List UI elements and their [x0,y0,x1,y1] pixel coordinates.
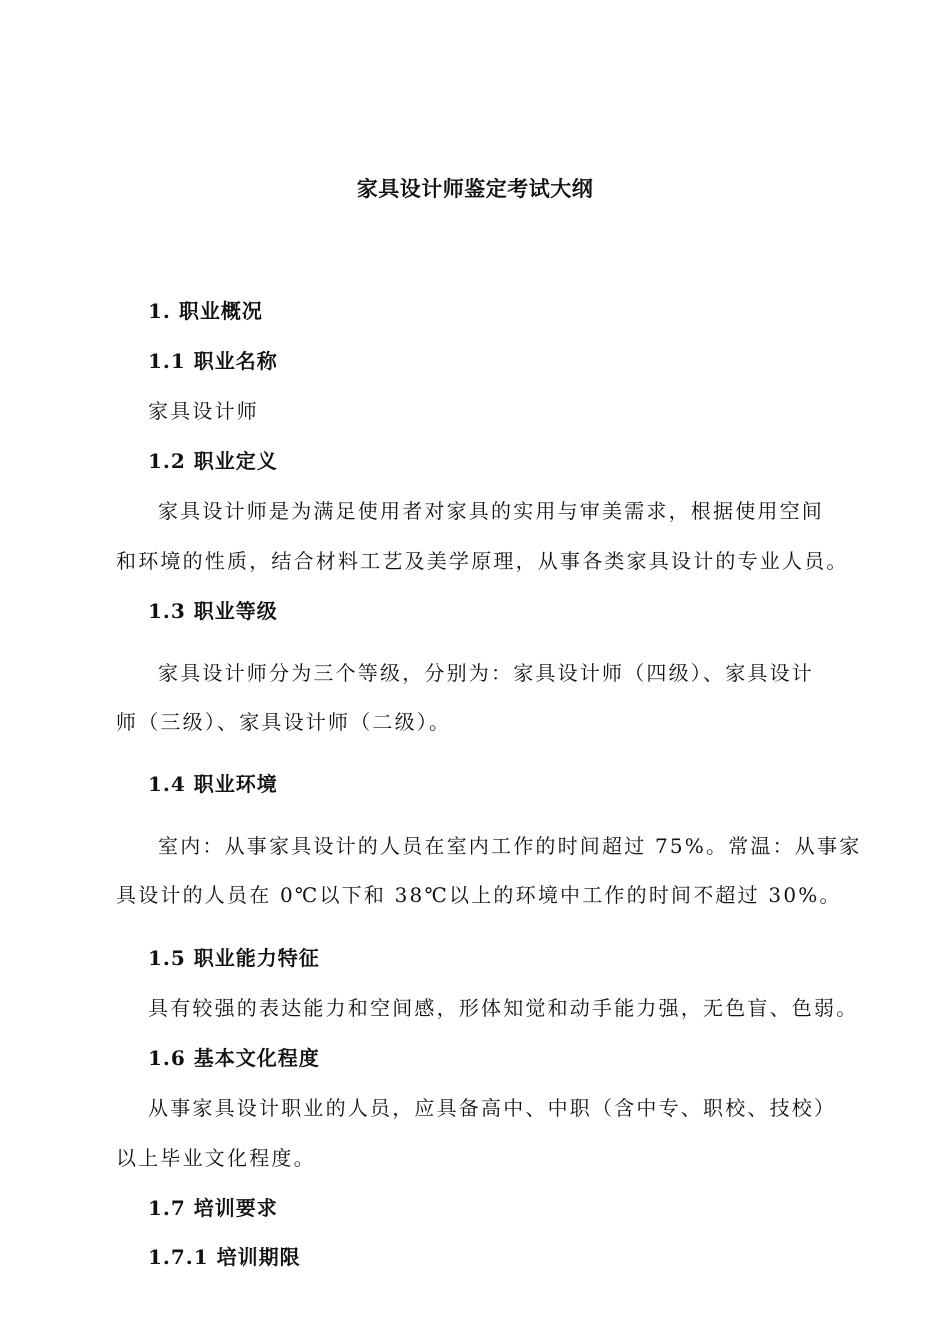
paragraph-1-5: 具有较强的表达能力和空间感，形体知觉和动手能力强，无色盲、色弱。 [148,996,859,1020]
document-title: 家具设计师鉴定考试大纲 [356,176,594,201]
heading-1-7: 1.7 培训要求 [148,1196,278,1220]
paragraph-1-3-line1: 家具设计师分为三个等级，分别为：家具设计师（四级）、家具设计 [158,661,814,685]
paragraph-1-3-line2: 师（三级）、家具设计师（二级）。 [116,710,452,734]
heading-1-1: 1.1 职业名称 [148,349,278,373]
heading-1-2: 1.2 职业定义 [148,449,278,473]
heading-1-5: 1.5 职业能力特征 [148,946,320,970]
paragraph-1-2-line2: 和环境的性质，结合材料工艺及美学原理，从事各类家具设计的专业人员。 [116,549,849,573]
heading-1-3: 1.3 职业等级 [148,599,278,623]
heading-1-4: 1.4 职业环境 [148,772,278,796]
paragraph-1-4-line2: 具设计的人员在 0℃以下和 38℃以上的环境中工作的时间不超过 30%。 [116,883,842,907]
paragraph-1-2-line1: 家具设计师是为满足使用者对家具的实用与审美需求，根据使用空间 [158,499,824,523]
heading-1-6: 1.6 基本文化程度 [148,1046,320,1070]
paragraph-1-1: 家具设计师 [148,399,259,423]
heading-1-7-1: 1.7.1 培训期限 [148,1245,301,1269]
heading-1: 1. 职业概况 [148,299,263,323]
paragraph-1-6-line2: 以上毕业文化程度。 [116,1146,316,1170]
paragraph-1-4-line1: 室内：从事家具设计的人员在室内工作的时间超过 75%。常温：从事家 [158,834,862,858]
paragraph-1-6-line1: 从事家具设计职业的人员，应具备高中、中职（含中专、职校、技校） [148,1096,837,1120]
